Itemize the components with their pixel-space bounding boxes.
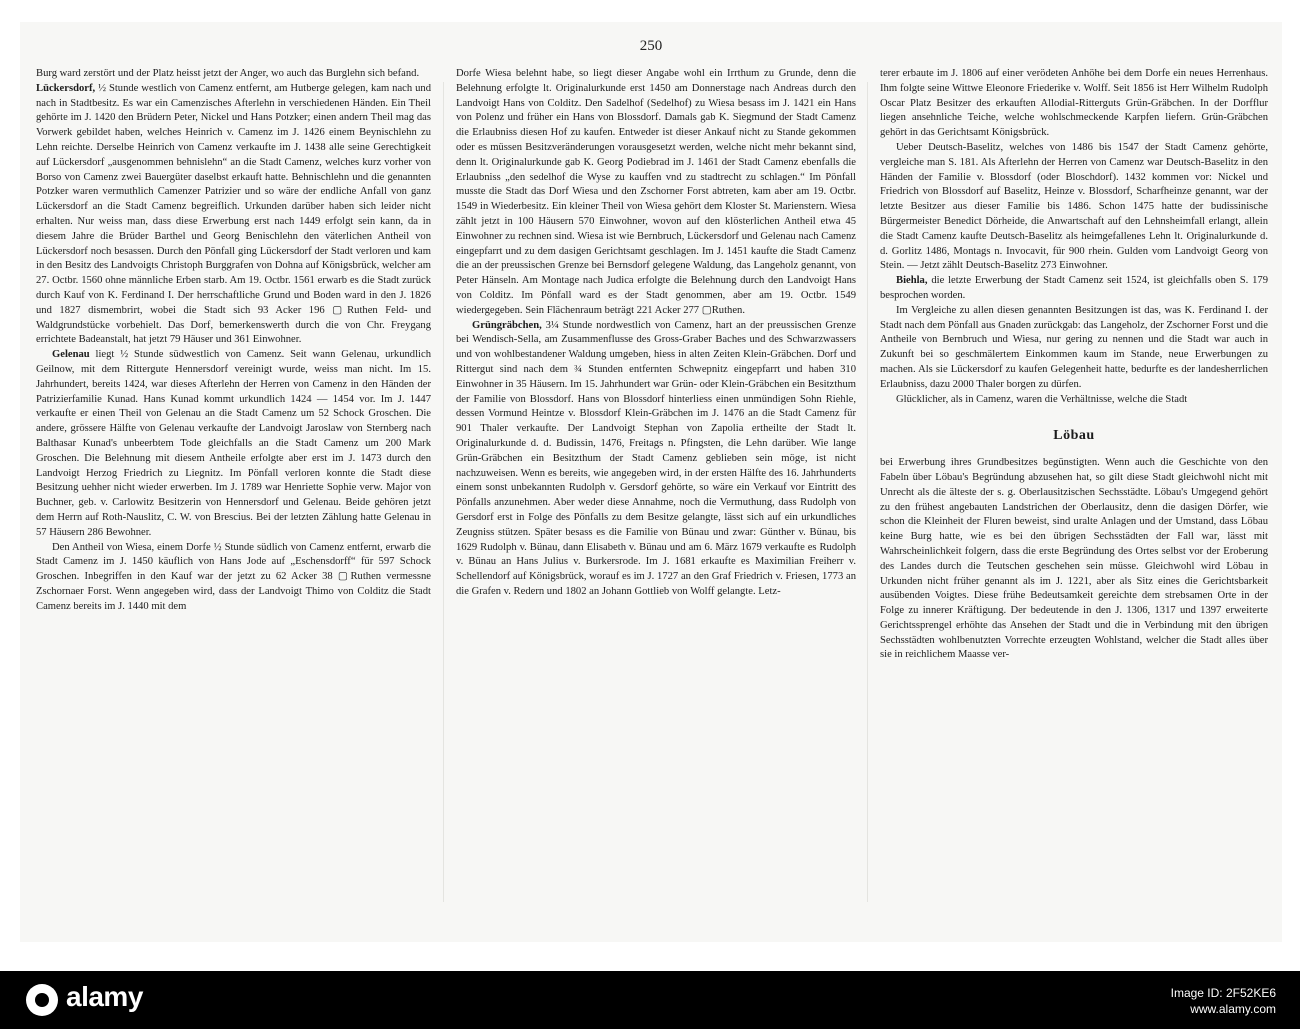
stock-info xyxy=(1171,985,1276,1017)
paragraph: Den Antheil von Wiesa, einem Dorfe ½ Stunde südlich von Camenz entfernt, erwarb die Stadt Camenz im J. 1450 käuflich von Hans Jode auf „Eschensdorff“ für 597 Schock Groschen. Inbegriffen in den Kauf war der jetzt zu 62 Acker 38 ▢Ruthen vermessne Zschornaer Forst. Wenn angegeben wird, dass der Landvoigt Thimo von Colditz die Stadt Camenz bereits im J. 1440 mit dem xyxy=(36,541,431,612)
paragraph: Ueber Deutsch-Baselitz, welches von 1486 bis 1547 der Stadt Camenz gehörte, vergleiche man S. 181. Als Afterlehn der Herren von Camenz war Deutsch-Baselitz in den Händen der Familie v. Blossdorf (oder Bloschdorf). 1432 kommen vor: Nickel und Friedrich von Blossdorf auf Baselitz, Heinze v. Blossdorf, Scharfheinze genannt, war der letzte Besitzer aus dieser Familie bis 1486. Schon 1475 hatte der budissinische Bürgermeister Benedict Dörheide, die Anwartschaft auf den Lehnsheimfall erlangt, allein die Stadt Camenz kaufte Deutsch-Baselitz als heimgefallenes Lehn lt. Originalurkunde d. d. Gorlitz 1486, Montags n. Invocavit, für 900 rhein. Gulden vom Landvoigt Georg von Stein. — Jetzt zählt Deutsch-Baselitz 273 Einwohner. xyxy=(880,141,1268,272)
text-column-3 xyxy=(880,67,1268,917)
stock-watermark-bar xyxy=(0,971,1300,1029)
paragraph: Burg ward zerstört und der Platz heisst jetzt der Anger, wo auch das Burglehn sich befand. xyxy=(36,68,420,79)
column-gutter xyxy=(867,82,868,902)
stock-brand: alamy xyxy=(66,981,143,1012)
entry-heading: Lückersdorf, xyxy=(36,82,96,94)
paragraph: Dorfe Wiesa belehnt habe, so liegt dieser Angabe wohl ein Irrthum zu Grunde, denn die Belehnung erfolgte lt. Originalurkunde erst 1450 am Donnerstage nach Andreas durch den Landvoigt Hans von Colditz. Den Sadelhof (Sedelhof) zu Wiesa besass im J. 1421 ein Hans von Polenz und früher ein Hans von Blossdorf. Damals gab K. Siegmund der Stadt Camenz die Erlaubniss diesen Hof zu kaufen. Entweder ist dieser Ankauf nicht zu Stande gekommen oder es müssen Besitzveränderungen vorausgesetzt werden, welche nicht mehr bekannt sind, denn lt. Originalurkunde gab K. Georg Podiebrad im J. 1461 der Stadt Camenz ebenfalls die Erlaubniss „den sedelhof die Wyse zu kauffen vnd zu stadtrecht zu schlagen.“ Im Pönfall musste die Stadt das Dorf Wiesa und den Zschorner Forst abtreten, kam aber am 19. Octbr. 1549 in Wiederbesitz. Ein kleiner Theil von Wiesa gehört dem Kloster St. Marienstern. Wiesa zählt jetzt in 100 Häusern 570 Einwohner, wovon auf den klösterlichen Antheil etwa 45 Einwohner zu rechnen sind. Wiesa ist wie Bernbruch, Lückersdorf und Gelenau nach Camenz eingepfarrt und zu dem dasigen Gerichtsamt geschlagen. Im J. 1451 kaufte die Stadt Camenz die an der preussischen Grenze bei Bernsdorf gelegene Waldung, das Langeholz genannt, von Peter Hänseln. Am Montage nach Judica erfolgte die Belehnung durch den Landvoigt Hans von Colditz. Im Pönfall ward es der Stadt genommen, aber am 19. Octbr. 1549 wiedergegeben. Sein Flächenraum beträgt 221 Acker 277 ▢Ruthen. xyxy=(456,68,856,316)
paragraph: bei Erwerbung ihres Grundbesitzes begünstigten. Wenn auch die Geschichte von den Fabeln über Löbau's Begründung abzusehen hat, so gilt diese Stadt gleichwohl nicht mit Unrecht als die älteste der s. g. Oberlausitzischen Sechsstädte. Löbau's Umgegend gehört zu den frühest angebauten Landstrichen der Oberlausitz, denn die dasigen Dörfer, wie schon die Kleinheit der Fluren beweist, sind uralte Anlagen und der Umstand, dass Löbau keine Burg hatte, wie es bei den übrigen Sechsstädten der Fall war, lässt mit Wahrscheinlichkeit folgern, dass die erste Begründung des Ortes selbst vor der Eroberung des Landes durch die Teutschen geschehen sein müsse. Gleichwohl wird Löbau in Urkunden nicht früher genannt als im J. 1221, aber als Sitz eines die Gerichtsbarkeit ausübenden Voigtes. Diese frühe Bedeutsamkeit gereichte dem strebsamen Orte in der Folge zu innerer Kräftigung. Der bedeutende in den J. 1306, 1317 und 1397 erweiterte Gerichtssprengel erhöhte das Ansehen der Stadt und die in Verbindung mit den übrigen Sechsstädten wohlbenutzten Vorrechte erzeugten Wohlstand, welcher die Stadt alles über sie in reichlichem Maasse ver- xyxy=(880,457,1268,661)
column-gutter xyxy=(443,82,444,902)
paragraph: terer erbaute im J. 1806 auf einer verödeten Anhöhe bei dem Dorfe ein neues Herrenhaus. Ihm folgte seine Wittwe Eleonore Friederike v. Wolff. Seit 1856 ist Herr Wilhelm Rudolph Oscar Platz Besitzer des erkauften Allodial-Ritterguts Grün-Gräbchen. In der Dorfflur liegen ansehnliche Teiche, welche wohlschmeckende Karpfen liefern. Grün-Gräbchen gehört in das Gerichtsamt Königsbrück. xyxy=(880,68,1268,139)
paragraph: Lückersdorf, ½ Stunde westlich von Camenz entfernt, am Hutberge gelegen, kam nach und nach in Stadtbesitz. Es war ein Camenzisches Afterlehn in verschiedenen Händen. Ein Theil gehörte im J. 1420 den Brüdern Peter, Nickel und Hans Potzker; einen andern Theil mag das Vorwerk gebildet haben, welches Heinrich v. Camenz im J. 1426 einem Beynischlehn zu Lehn reichte. Derselbe Heinrich von Camenz verkaufte im J. 1438 alle seine Gerechtigkeit auf Lückersdorf „ausgenommen behnislehn“ an die Stadt Camenz, welches kurz vorher von Borso von Camenz zwei Bauergüter daselbst erkauft hatte. Behnischlehn und die genannten Potzker waren vermuthlich Camenzer Patrizier und so wäre der endliche Anfall von ganz Lückersdorf an die Stadt Camenz begreiflich. Urkunden darüber haben sich leider nicht erhalten. Nur weiss man, dass diese Erwerbung erst nach 1449 erfolgt sein kann, da in diesem Jahre die Brüder Barthel und Georg Benischlehn den väterlichen Antheil von Lückersdorf noch besassen. Durch den Pönfall ging Lückersdorf der Stadt verloren und kam in den Besitz des Landvoigts Christoph Burggrafen von Dohna auf Königsbrück, welcher am 27. Octbr. 1560 ohne männliche Erben starb. Am 19. Octbr. 1561 erwarb es die Stadt zurück durch Kauf von K. Ferdinand I. Der herrschaftliche Grund und Boden ward in den J. 1826 und 1827 dismembrirt, wobei die Stadt sich 93 Acker 196 ▢Ruthen Feld- und Waldgrundstücke vorbehielt. Das Dorf, bemerkenswerth durch die von Chr. Freygang errichtete Badeanstalt, hat jetzt 79 Häuser und 361 Einwohner. xyxy=(36,82,431,346)
paragraph: Biehla, die letzte Erwerbung der Stadt Camenz seit 1524, ist gleichfalls oben S. 179 besprochen worden. xyxy=(880,275,1268,301)
entry-heading: Biehla, xyxy=(896,275,928,287)
text-column-1 xyxy=(36,67,431,917)
paragraph: Gelenau liegt ½ Stunde südwestlich von Camenz. Seit wann Gelenau, urkundlich Geilnow, mit dem Rittergute Hennersdorf vereinigt wurde, weiss man nicht. Im 15. Jahrhundert, bereits 1424, war dieses Afterlehn der Herren von Camenz in den Händen der Patrizierfamilie Kunad. Hans Kunad kommt urkundlich 1424 — 1454 vor. Im J. 1447 verkaufte er einen Theil von Gelenau an die Stadt Camenz um 52 Schock Groschen. Die andere, grössere Hälfte von Gelenau verkaufte der Landvoigt Jaroslaw von Sternberg nach Balthasar Kunad's unbeerbtem Tode gleichfalls an die Stadt Camenz um 200 Mark Groschen. Die Belehnung mit diesem Antheile erfolgte aber erst im J. 1473 durch den Landvoigt Herzog Friedrich zu Liegnitz. Im Pönfall verloren konnte die Stadt diese Besitzung uehher nicht wieder erwerben. Im J. 1789 war Henriette Sophie verw. Major von Buchner, geb. v. Carlowitz Besitzerin von Hennersdorf und Gelenau. Beide gehören jetzt dem Herrn auf Roth-Nauslitz, C. W. von Brescius. Bei der letzten Zählung hatte Gelenau in 57 Häusern 286 Bewohner. xyxy=(36,349,431,538)
text-column-2 xyxy=(456,67,856,917)
paragraph: Glücklicher, als in Camenz, waren die Verhältnisse, welche die Stadt xyxy=(896,393,1188,405)
entry-heading: Gelenau xyxy=(52,349,90,361)
scanned-page xyxy=(20,22,1282,942)
entry-heading: Grüngräbchen, xyxy=(472,319,542,331)
stock-url: www.alamy.com xyxy=(1190,1002,1276,1016)
paragraph: Im Vergleiche zu allen diesen genannten Besitzungen ist das, was K. Ferdinand I. der Stadt nach dem Pönfall aus Gnaden zurückgab: das Langeholz, der Zschorner Forst und die Antheile von Bernbruch und Wiesa, nur gering zu nennen und die Stadt war auch in Zukunft bei so geschmälertem Einkommen kaum im Stande, neue Erwerbungen zu machen. Als sie Lückersdorf zu kaufen Gelegenheit hatte, bedurfte es der landesherrlichen Erlaubniss, dazu 2000 Thaler borgen zu dürfen. xyxy=(880,304,1268,390)
alamy-logo-icon xyxy=(26,984,58,1016)
page-number: 250 xyxy=(639,38,663,54)
paragraph: Grüngräbchen, 3¼ Stunde nordwestlich von Camenz, hart an der preussischen Grenze bei Wendisch-Sella, am Zusammenflusse des Gross-Graber Baches und des Schwarzwassers und von wohlbestandener Waldung umgeben, hiess in alten Zeiten Klein-Gräbchen. Dorf und Rittergut sind nach dem ¾ Stunden entfernten Schwepnitz eingepfarrt und haben 310 Einwohner in 35 Häusern. Im 15. Jahrhundert war Grün- oder Klein-Gräbchen ein Besitzthum der Familie von Blossdorf. Hans von Blossdorf hinterliess einen unmündigen Sohn Riehle, dessen Vormund Heintze v. Blossdorf Klein-Gräbchen im J. 1476 an die Stadt Camenz für 901 Thaler verkaufte. Der Landvoigt Stephan von Zapolia ertheilte der Stadt lt. Originalurkunde d. d. Budissin, 1476, Freitags n. Pfingsten, die Lehn darüber. Wie lange Grün-Gräbchen ein Besitzthum der Stadt Camenz geblieben sein möge, ist nicht nachzuweisen. Wenn es bereits, wie angegeben wird, in der ersten Hälfte des 16. Jahrhunderts einem sonst unbekannten Rudolph v. Gersdorf gehörte, so wäre ein Verkauf vor Eintritt des Pönfalls anzunehmen. Aber weder diese Annahme, noch die Vermuthung, dass Rudolph von Gersdorf erst in Folge des Pönfalls zu dem Besitze gelangte, lässt sich auf ein urkundliches Zeugniss stützen. Später besass es die Familie von Bünau und zwar: Günther v. Bünau, bis 1629 Rudolph v. Bünau, dann Elisabeth v. Bünau und am 6. März 1679 verkaufte es Rudolph v. Bünau an Hans Julius v. Burkersrode. Im J. 1681 erkaufte es Maximilian Freiherr v. Schellendorf auf Königsbrück, worauf es im J. 1727 an den Graf Friedrich v. Friesen, 1773 an die Grafen v. Redern und 1802 an Johann Gottlieb von Wolff gelangte. Letz- xyxy=(456,319,856,597)
image-id: Image ID: 2F52KE6 xyxy=(1170,986,1276,1000)
section-title: Löbau xyxy=(1053,428,1095,444)
footer xyxy=(0,942,1300,1029)
